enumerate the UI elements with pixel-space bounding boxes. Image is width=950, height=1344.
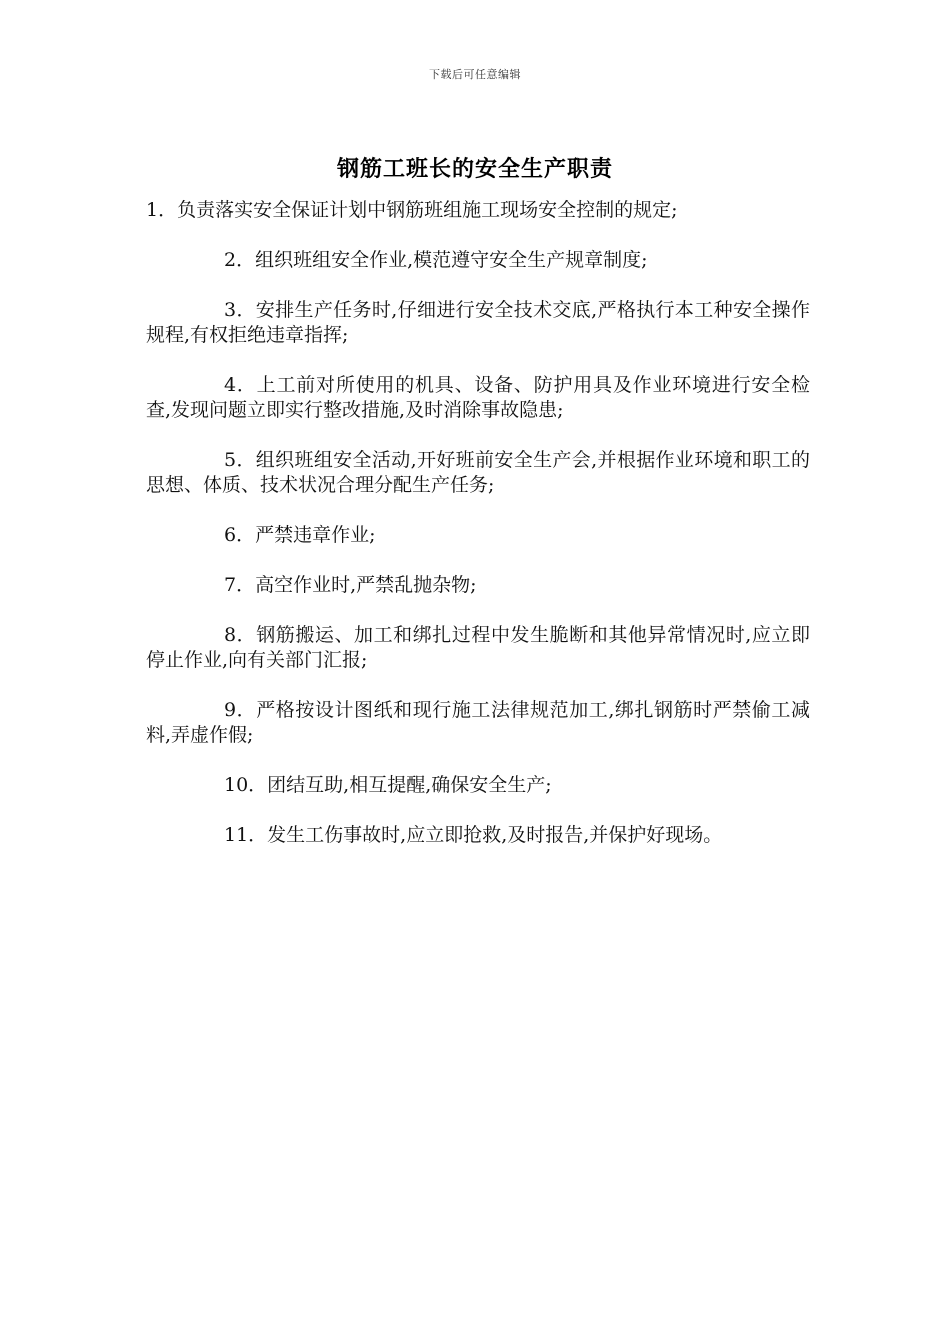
paragraph-1: 1．负责落实安全保证计划中钢筋班组施工现场安全控制的规定; [146, 199, 678, 221]
document-title: 钢筋工班长的安全生产职责 [336, 156, 613, 182]
paragraph-10: 10．团结互助,相互提醒,确保安全生产; [224, 774, 552, 796]
paragraph-2: 2．组织班组安全作业,模范遵守安全生产规章制度; [224, 249, 648, 271]
paragraph-9: 9．严格按设计图纸和现行施工法律规范加工,绑扎钢筋时严禁偷工减料,弄虚作假; [146, 699, 810, 746]
paragraph-7: 7．高空作业时,严禁乱抛杂物; [224, 574, 477, 596]
header-note: 下载后可任意编辑 [429, 68, 521, 81]
paragraph-6: 6．严禁违章作业; [224, 524, 376, 546]
document-body [146, 198, 810, 873]
paragraph-5: 5．组织班组安全活动,开好班前安全生产会,并根据作业环境和职工的思想、体质、技术状况合理分配生产任务; [146, 449, 810, 496]
paragraph-11: 11．发生工伤事故时,应立即抢救,及时报告,并保护好现场。 [224, 824, 723, 846]
paragraph-4: 4．上工前对所使用的机具、设备、防护用具及作业环境进行安全检查,发现问题立即实行整改措施,及时消除事故隐患; [146, 374, 810, 421]
paragraph-8: 8．钢筋搬运、加工和绑扎过程中发生脆断和其他异常情况时,应立即停止作业,向有关部门汇报; [146, 624, 810, 671]
paragraph-3: 3．安排生产任务时,仔细进行安全技术交底,严格执行本工种安全操作规程,有权拒绝违章指挥; [146, 299, 810, 346]
